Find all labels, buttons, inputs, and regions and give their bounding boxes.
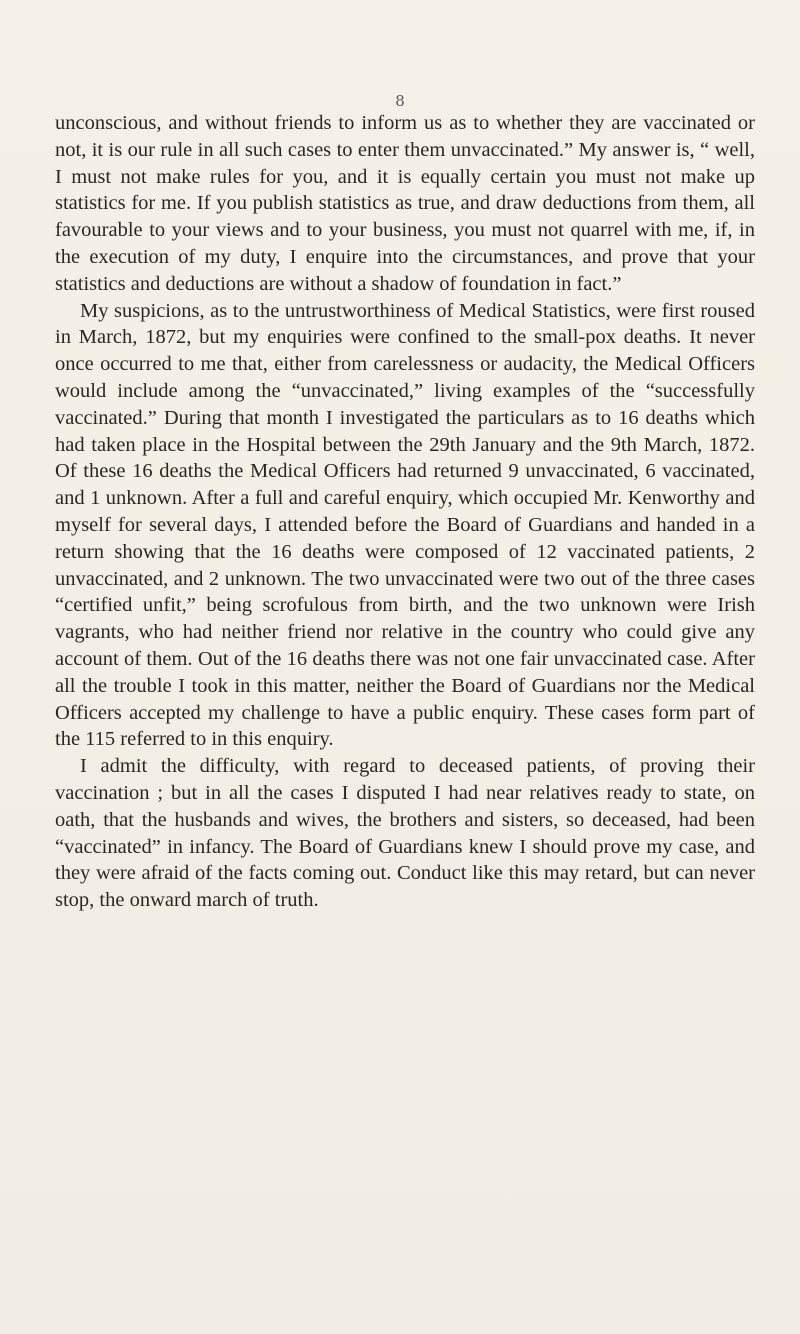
- paragraph-1: unconscious, and without friends to inform us as to whether they are vaccinated or not, it is our rule in all such cases to enter them unvaccinated.” My answer is, “ well, I must not make rules for you, and it is equally certain you must not make up statistics for me. If you publish statistics as true, and draw deductions from them, all favourable to your views and to your business, you must not quarrel with me, if, in the execution of my duty, I enquire into the circumstances, and prove that your statistics and deductions are without a shadow of foundation in fact.”: [55, 112, 755, 295]
- paragraph-2: My suspicions, as to the untrustworthiness of Medical Statistics, were first roused in March, 1872, but my enquiries were confined to the small-pox deaths. It never once occurred to me that, either from carelessness or audacity, the Medical Officers would include among the “unvaccinated,” living examples of the “successfully vaccinated.” During that month I investigated the particulars as to 16 deaths which had taken place in the Hospital between the 29th January and the 9th March, 1872. Of these 16 deaths the Medical Officers had returned 9 unvaccinated, 6 vaccinated, and 1 unknown. After a full and careful enquiry, which occupied Mr. Kenworthy and myself for several days, I attended before the Board of Guardians and handed in a return showing that the 16 deaths were composed of 12 vaccinated patients, 2 unvaccinated, and 2 unknown. The two unvaccinated were two out of the three cases “certified unfit,” being scrofulous from birth, and the two unknown were Irish vagrants, who had neither friend nor relative in the country who could give any account of them. Out of the 16 deaths there was not one fair unvaccinated case. After all the trouble I took in this matter, neither the Board of Guardians nor the Medical Officers accepted my challenge to have a public enquiry. These cases form part of the 115 referred to in this enquiry.: [55, 299, 755, 751]
- body-text: [55, 110, 755, 914]
- page-number: 8: [395, 92, 405, 110]
- paragraph-3: I admit the difficulty, with regard to deceased patients, of proving their vaccination ; but in all the cases I disputed I had near relatives ready to state, on oath, that the husbands and wives, the brothers and sisters, so deceased, had been “vaccinated” in infancy. The Board of Guardians knew I should prove my case, and they were afraid of the facts coming out. Conduct like this may retard, but can never stop, the onward march of truth.: [55, 755, 755, 912]
